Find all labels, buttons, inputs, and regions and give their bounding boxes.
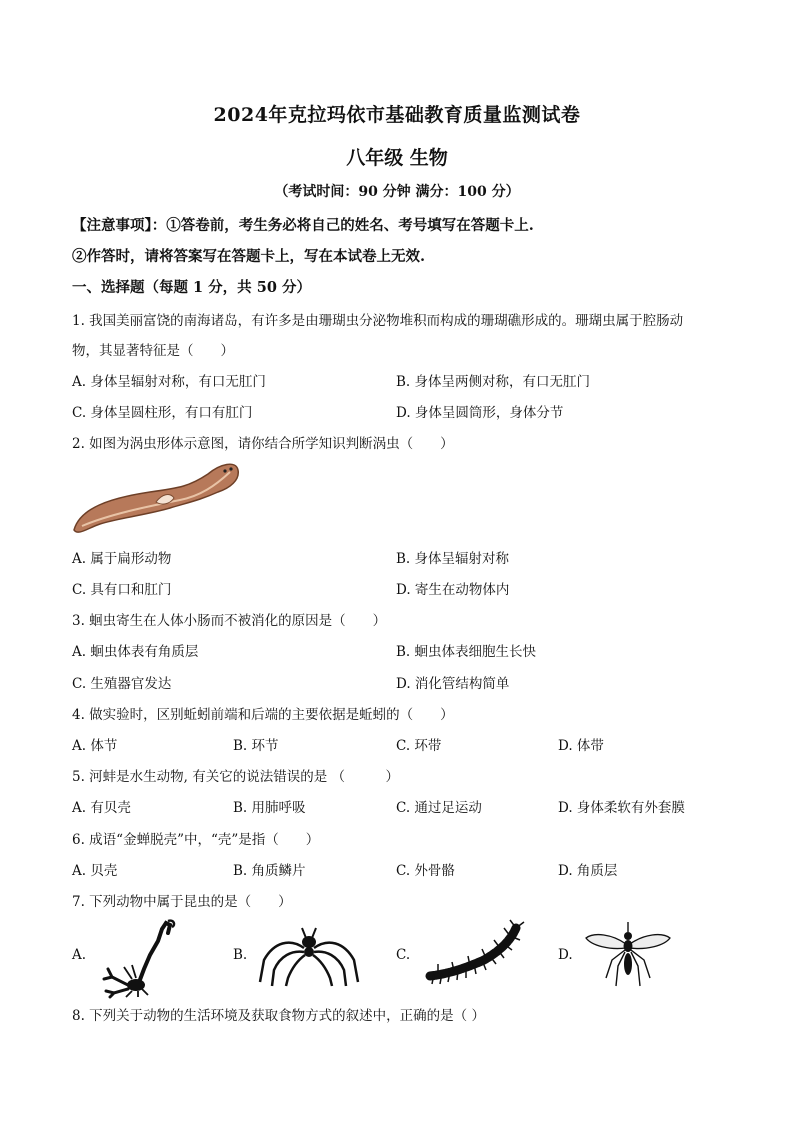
- centipede-icon: [424, 918, 526, 988]
- question-3-stem: 3. 蛔虫寄生在人体小肠而不被消化的原因是（ ）: [72, 613, 387, 629]
- section-heading: 一、选择题（每题 1 分，共 50 分）: [72, 279, 311, 296]
- question-1-stem-line-2: 物，其显著特征是（ ）: [72, 343, 234, 359]
- question-3-option-a: A. 蛔虫体表有角质层: [72, 644, 199, 660]
- flatworm-illustration: [70, 458, 242, 538]
- exam-subtitle: 八年级 生物: [346, 147, 448, 169]
- scorpion-icon: [98, 915, 178, 997]
- question-3-option-b: B. 蛔虫体表细胞生长快: [396, 644, 537, 660]
- exam-title: 2024年克拉玛依市基础教育质量监测试卷: [213, 104, 581, 126]
- question-6-stem: 6. 成语“金蝉脱壳”中，“壳”是指（ ）: [72, 832, 320, 848]
- question-7-option-c-label: C.: [396, 947, 411, 963]
- question-5-option-c: C. 通过足运动: [396, 800, 482, 816]
- question-8-stem: 8. 下列关于动物的生活环境及获取食物方式的叙述中，正确的是（ ）: [72, 1008, 485, 1024]
- question-4-option-c: C. 环带: [396, 738, 442, 754]
- question-7-option-b-label: B.: [233, 947, 248, 963]
- question-4-option-a: A. 体节: [72, 738, 118, 754]
- question-5-option-d: D. 身体柔软有外套膜: [558, 800, 685, 816]
- question-1-stem-line-1: 1. 我国美丽富饶的南海诸岛，有许多是由珊瑚虫分泌物堆积而构成的珊瑚礁形成的。珊瑚虫属于腔肠动: [72, 313, 684, 329]
- question-3-option-c: C. 生殖器官发达: [72, 676, 172, 692]
- question-7-option-a-label: A.: [72, 947, 87, 963]
- question-7-option-d-label: D.: [558, 947, 573, 963]
- mosquito-icon: [582, 920, 674, 992]
- question-6-option-a: A. 贝壳: [72, 863, 118, 879]
- question-1-option-d: D. 身体呈圆筒形，身体分节: [396, 405, 564, 421]
- spider-icon: [254, 920, 364, 990]
- question-6-option-b: B. 角质鳞片: [233, 863, 306, 879]
- question-5-stem: 5. 河蚌是水生动物, 有关它的说法错误的是 （ ）: [72, 769, 400, 785]
- question-6-option-d: D. 角质层: [558, 863, 618, 879]
- question-1-option-c: C. 身体呈圆柱形，有口有肛门: [72, 405, 253, 421]
- question-4-option-d: D. 体带: [558, 738, 604, 754]
- question-1-option-b: B. 身体呈两侧对称，有口无肛门: [396, 374, 591, 390]
- exam-info: （考试时间：90 分钟 满分：100 分）: [274, 184, 520, 200]
- question-2-option-d: D. 寄生在动物体内: [396, 582, 510, 598]
- question-2-option-c: C. 具有口和肛门: [72, 582, 172, 598]
- question-6-option-c: C. 外骨骼: [396, 863, 455, 879]
- question-5-option-a: A. 有贝壳: [72, 800, 131, 816]
- question-4-option-b: B. 环节: [233, 738, 279, 754]
- question-1-option-a: A. 身体呈辐射对称，有口无肛门: [72, 374, 266, 390]
- question-7-stem: 7. 下列动物中属于昆虫的是（ ）: [72, 894, 292, 910]
- question-5-option-b: B. 用肺呼吸: [233, 800, 306, 816]
- notice-line-1: 【注意事项】：①答卷前，考生务必将自己的姓名、考号填写在答题卡上.: [72, 217, 534, 234]
- question-2-option-a: A. 属于扁形动物: [72, 551, 172, 567]
- question-3-option-d: D. 消化管结构简单: [396, 676, 510, 692]
- question-2-option-b: B. 身体呈辐射对称: [396, 551, 510, 567]
- question-2-stem: 2. 如图为涡虫形体示意图，请你结合所学知识判断涡虫（ ）: [72, 436, 454, 452]
- question-4-stem: 4. 做实验时，区别蚯蚓前端和后端的主要依据是蚯蚓的（ ）: [72, 707, 454, 723]
- notice-line-2: ②作答时，请将答案写在答题卡上，写在本试卷上无效.: [72, 248, 426, 265]
